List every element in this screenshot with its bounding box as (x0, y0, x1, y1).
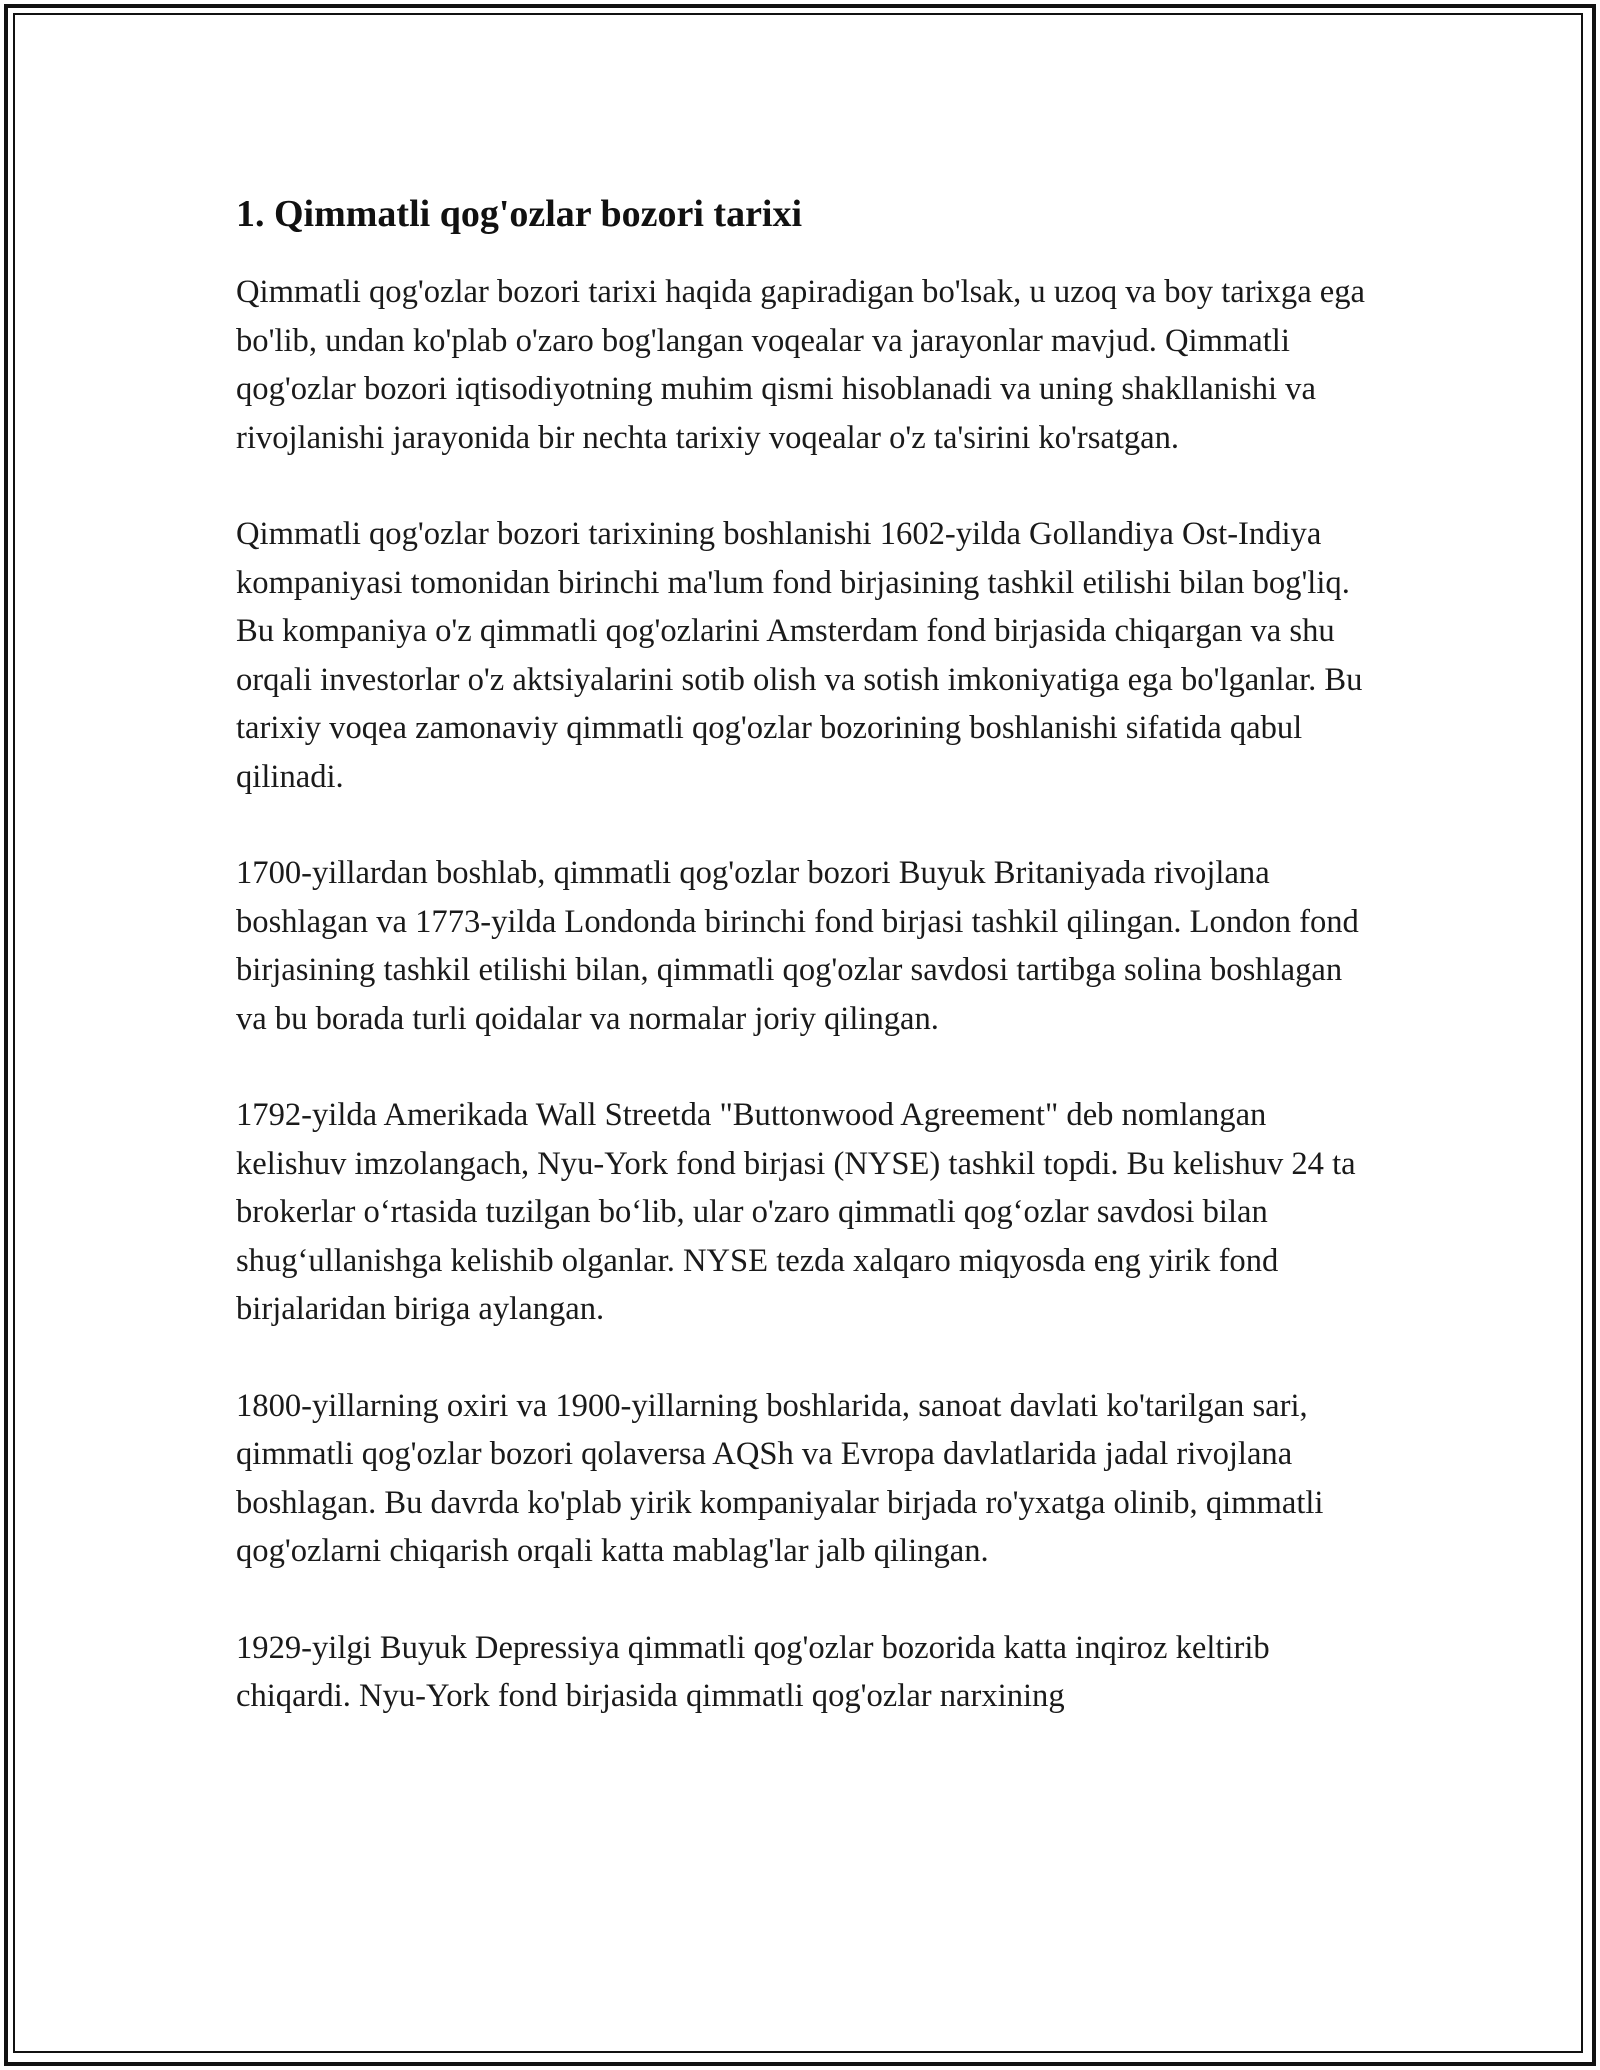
paragraph-1792: 1792-yilda Amerikada Wall Streetda "Buttonwood Agreement" deb nomlangan kelishuv imzolangach, Nyu-York fond birjasi (NYSE) tashkil topdi. Bu kelishuv 24 ta brokerlar o‘rtasida tuzilgan bo‘lib, ular o'zaro qimmatli qog‘ozlar savdosi bilan shug‘ullanishga kelishib olganlar. NYSE tezda xalqaro miqyosda eng yirik fond birjalaridan biriga aylangan. (236, 1097, 1356, 1327)
paragraph-1929: 1929-yilgi Buyuk Depressiya qimmatli qog'ozlar bozorida katta inqiroz keltirib chiqardi. Nyu-York fond birjasida qimmatli qog'ozlar narxining (236, 1629, 1270, 1714)
document-body (236, 186, 1366, 1769)
paragraph-1602: Qimmatli qog'ozlar bozori tarixining boshlanishi 1602-yilda Gollandiya Ost-Indiya kompaniyasi tomonidan birinchi ma'lum fond birjasining tashkil etilishi bilan bog'liq. Bu kompaniya o'z qimmatli qog'ozlarini Amsterdam fond birjasida chiqargan va shu orqali investorlar o'z aktsiyalarini sotib olish va sotish imkoniyatiga ega bo'lganlar. Bu tarixiy voqea zamonaviy qimmatli qog'ozlar bozorining boshlanishi sifatida qabul qilinadi. (236, 516, 1363, 795)
section-heading: 1. Qimmatli qog'ozlar bozori tarixi (236, 193, 803, 235)
paragraph-1800s: 1800-yillarning oxiri va 1900-yillarning boshlarida, sanoat davlati ko'tarilgan sari, qimmatli qog'ozlar bozori qolaversa AQSh va Evropa davlatlarida jadal rivojlana boshlagan. Bu davrda ko'plab yirik kompaniyalar birjada ro'yxatga olinib, qimmatli qog'ozlarni chiqarish orqali katta mablag'lar jalb qilingan. (236, 1387, 1324, 1569)
paragraph-1700s: 1700-yillardan boshlab, qimmatli qog'ozlar bozori Buyuk Britaniyada rivojlana boshlagan va 1773-yilda Londonda birinchi fond birjasi tashkil qilingan. London fond birjasining tashkil etilishi bilan, qimmatli qog'ozlar savdosi tartibga solina boshlagan va bu borada turli qoidalar va normalar joriy qilingan. (236, 855, 1359, 1037)
paragraph-intro: Qimmatli qog'ozlar bozori tarixi haqida gapiradigan bo'lsak, u uzoq va boy tarixga ega bo'lib, undan ko'plab o'zaro bog'langan voqealar va jarayonlar mavjud. Qimmatli qog'ozlar bozori iqtisodiyotning muhim qismi hisoblanadi va uning shakllanishi va rivojlanishi jarayonida bir nechta tarixiy voqealar o'z ta'sirini ko'rsatgan. (236, 274, 1366, 456)
